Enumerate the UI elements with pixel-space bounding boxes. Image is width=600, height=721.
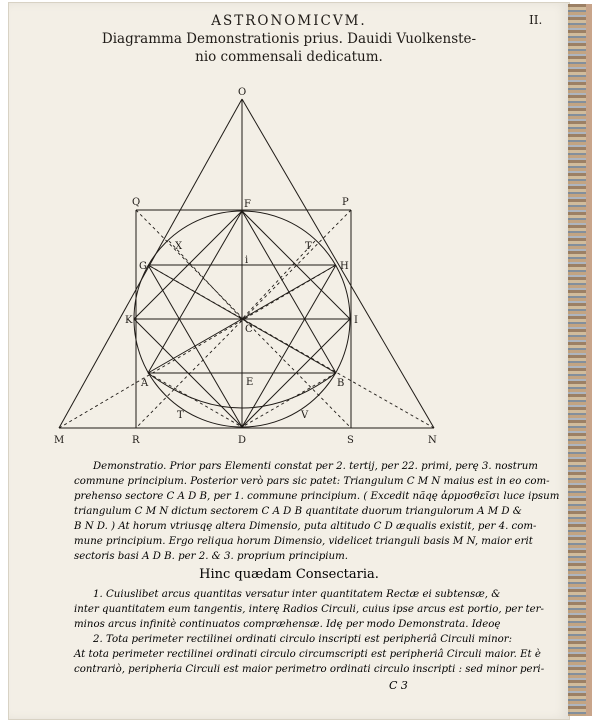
text-line: 2. Tota perimeter rectilinei ordinati circulo inscripti est peripheriâ Circuli minor: [93,634,513,645]
label-S: S [347,435,354,446]
label-Q: Q [132,197,141,208]
book-edge-marbled [568,4,588,716]
text-line: contrariò, peripheria Circuli est maior perimetro ordinati circulo inscripti : sed minor peri- [74,664,545,675]
book-edge-cover [586,4,592,716]
text-line: mune principium. Ergo reliqua horum Dimensio, videlicet trianguli basis M N, maior erit [74,536,533,547]
label-D: D [238,435,247,446]
label-M: M [54,435,65,446]
label-X: X [175,241,183,252]
label-F: F [244,199,251,210]
label-I: I [354,315,358,326]
label-R: R [132,435,140,446]
label-T-upper: T [305,241,312,252]
text-line: inter quantitatem eum tangentis, interę Radios Circuli, cuius ipse arcus est portio, per ter- [74,604,544,615]
label-N: N [428,435,437,446]
section-heading: Hinc quædam Consectaria. [199,567,379,582]
label-T-lower: T [177,410,184,421]
signature-mark: C 3 [389,679,408,692]
label-O: O [238,87,247,98]
text-line: sectoris basi A D B. per 2. & 3. proprium principium. [74,551,348,562]
text-line: prehenso sectore C A D B, per 1. commune principium. ( Excedit nãqę ἁρμοσθεῖσι luce ipsum [74,491,560,502]
page-number: II. [529,13,543,27]
text-line: commune principium. Posterior verò pars sic patet: Triangulum C M N maius est in eo com- [74,476,550,487]
text-line: At tota perimeter rectilinei ordinati circulo circumscripti est peripheriâ Circuli maior. Et è [74,649,541,660]
text-line: 1. Cuiuslibet arcus quantitas versatur inter quantitatem Rectæ ei subtensæ, & [93,589,501,600]
label-G: G [139,261,147,272]
label-B: B [337,378,345,389]
label-i: i [245,255,249,266]
book-page [8,2,570,720]
text-line: Demonstratio. Prior pars Elementi constat per 2. tertij, per 22. primi, perę 3. nostrum [93,461,538,472]
label-E: E [246,377,254,388]
label-K: K [125,315,133,326]
label-A: A [141,378,149,389]
text-line: minos arcus infinitè continuatos compræhensæ. Idę per modo Demonstrata. Ideoę [74,619,501,630]
running-head: ASTRONOMICVM. [211,13,367,29]
label-C: C [245,324,253,335]
text-line: B N D. ) At horum vtriusqę altera Dimensio, puta altitudo C D æqualis existit, per 4. com- [74,521,537,532]
label-V: V [301,410,309,421]
diagram-title-line-1: Diagramma Demonstrationis prius. Dauidi Vuolkenste- [101,31,477,47]
geometric-diagram [9,3,569,453]
diagram-title-line-2: nio commensali dedicatum. [195,49,383,65]
text-line: triangulum C M N dictum sectorem C A D B quantitate duorum triangulorum A M D & [74,506,522,517]
label-P: P [342,197,349,208]
label-H: H [340,261,349,272]
